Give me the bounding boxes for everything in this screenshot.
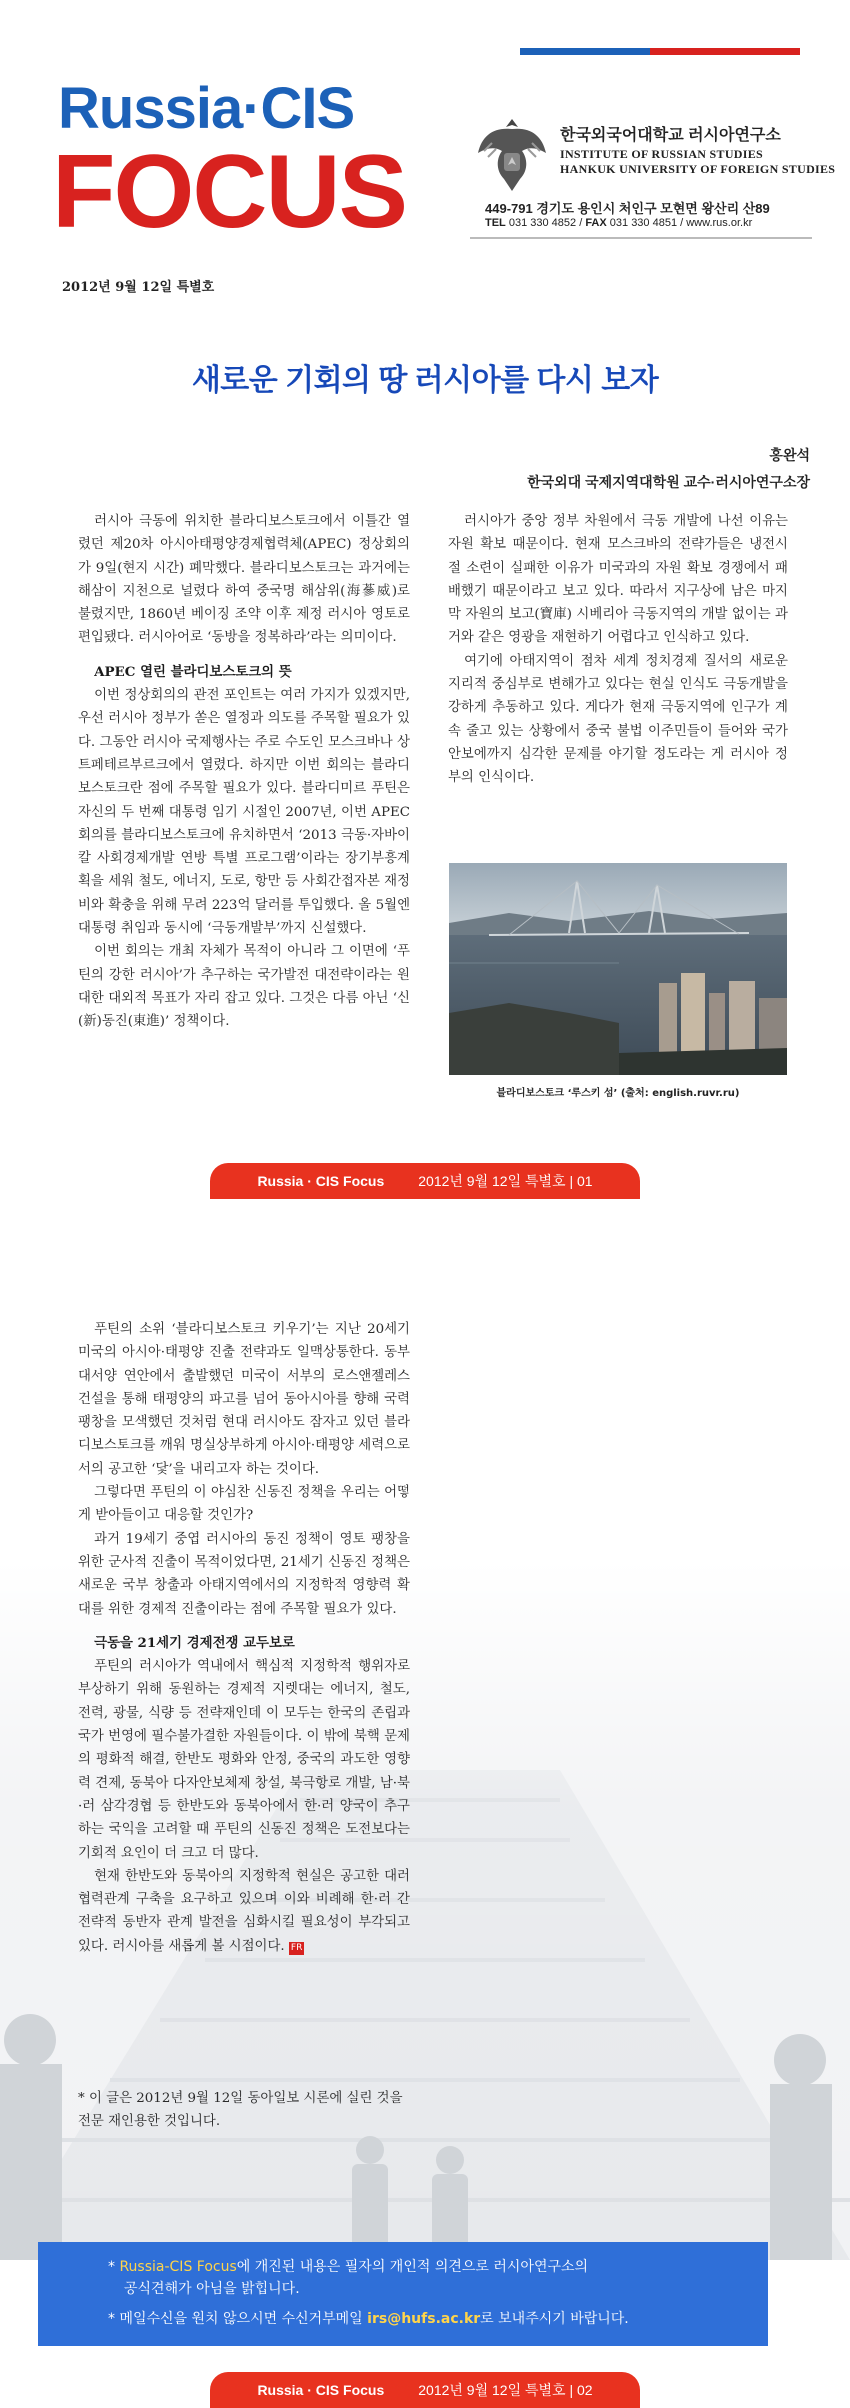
issue-date: 2012년 9월 12일 특별호 <box>62 280 215 295</box>
unsubscribe-suffix: 로 보내주시기 바랍니다. <box>480 2311 629 2327</box>
contact-info <box>485 217 752 229</box>
header-stripe-blue <box>520 48 650 55</box>
photo-caption: 블라디보스토크 ‘루스키 섬’ (출처: english.ruvr.ru) <box>496 1088 740 1099</box>
fax-and-website: 031 330 4851 / www.rus.or.kr <box>609 217 753 229</box>
paragraph: 이번 회의는 개최 자체가 목적이 아니라 그 이면에 ‘푸틴의 강한 러시아’가 추구하는 국가발전 대전략이라는 원대한 대외적 목표가 자리 잡고 있다. 그것은 다름 아닌 ‘신(新)동진(東進)’ 정책이다. <box>78 944 410 1030</box>
paragraph: 러시아 극동에 위치한 블라디보스토크에서 이틀간 열렸던 제20차 아시아태평양경제협력체(APEC) 정상회의가 9일(현지 시간) 폐막했다. 블라디보스토크는 과거에는 해삼이 지천으로 널렸다 하여 중국명 해삼위(海蔘威)로 불렸지만, 1860년 베이징 조약 이후 제정 러시아 영토로 편입됐다. 러시아어로 ‘동방을 정복하라’라는 의미이다. <box>78 514 410 646</box>
institute-address: 449-791 경기도 용인시 처인구 모현면 왕산리 산89 <box>485 201 770 216</box>
unsubscribe-text: * 메일수신을 원치 않으시면 수신거부메일 <box>108 2311 368 2327</box>
section-heading: APEC 열린 블라디보스토크의 뜻 <box>94 663 292 680</box>
brand-highlight: Russia-CIS Focus <box>119 2259 237 2275</box>
bullet: * <box>108 2259 120 2275</box>
paragraph: 과거 19세기 중엽 러시아의 동진 정책이 영토 팽창을 위한 군사적 진출이 목적이었다면, 21세기 신동진 정책은 새로운 국부 창출과 아태지역에서의 지정학적 영향력 확대를 위한 경제적 진출이라는 점에 주목할 필요가 있다. <box>78 1531 410 1617</box>
page-footer-bar-2 <box>210 2372 640 2408</box>
author-affiliation: 한국외대 국제지역대학원 교수·러시아연구소장 <box>527 474 810 490</box>
russky-island-bridge-photo <box>449 863 787 1075</box>
footer-issue-page: 2012년 9월 12일 특별호 | 01 <box>418 1173 593 1189</box>
tel-label: TEL <box>485 217 506 229</box>
header-divider <box>470 237 812 239</box>
paragraph-text: 현재 한반도와 동북아의 지정학적 현실은 공고한 대러 협력관계 구축을 요구하고 있으며 이와 비례해 한·러 간 전략적 동반자 관계 발전을 심화시킬 필요성이 부각되고 있다. 러시아를 새롭게 볼 시점이다. <box>78 1868 410 1954</box>
university-name-en: HANKUK UNIVERSITY OF FOREIGN STUDIES <box>560 162 836 176</box>
unsubscribe-email-link[interactable]: irs@hufs.ac.kr <box>367 2311 481 2327</box>
section-heading: 극동을 21세기 경제전쟁 교두보로 <box>94 1634 295 1651</box>
disclaimer-text: 에 개진된 내용은 필자의 개인적 의견으로 러시아연구소의 <box>236 2259 589 2275</box>
article-title: 새로운 기회의 땅 러시아를 다시 보자 <box>191 364 659 397</box>
tel-number: 031 330 4852 / <box>508 217 583 229</box>
eagle-emblem-icon <box>474 113 550 195</box>
paragraph: 이번 정상회의의 관전 포인트는 여러 가지가 있겠지만, 우선 러시아 정부가 쏟은 열정과 의도를 주목할 필요가 있다. 그동안 러시아 국제행사는 주로 수도인 모스크바나 상트페테르부르크에서 열렸다. 하지만 이번 회의는 블라디보스토크란 점에 주목할 필요가 있다. 블라디미르 푸틴은 자신의 두 번째 대통령 임기 시절인 2007년, 이번 APEC 회의를 블라디보스토크에 유치하면서 ‘2013 극동·자바이칼 사회경제개발 연방 특별 프로그램’이라는 장기부흥계획을 세워 철도, 에너지, 도로, 항만 등 사회간접자본 재정비와 확충을 위해 무려 223억 달러를 투입했다. 올 5월엔 대통령 취임과 동시에 ‘극동개발부’까지 신설했다. <box>78 688 410 937</box>
reprint-note: * 이 글은 2012년 9월 12일 동아일보 시론에 실린 것을 전문 재인용한 것입니다. <box>78 2091 403 2130</box>
paragraph: 푸틴의 소위 ‘블라디보스토크 키우기’는 지난 20세기 미국의 아시아·태평양 진출 전략과도 일맥상통한다. 동부 대서양 연안에서 출발했던 미국이 서부의 로스앤젤레스 건설을 통해 태평양의 파고를 넘어 동아시아를 향해 국력 팽창을 모색했던 것처럼 현대 러시아도 잠자고 있던 블라디보스토크를 깨워 명실상부하게 아시아·태평양 세력으로서의 공고한 ‘닻’을 내리고자 하는 것이다. <box>78 1322 410 1477</box>
institute-name-en: INSTITUTE OF RUSSIAN STUDIES <box>560 147 764 161</box>
paragraph: 러시아가 중앙 정부 차원에서 극동 개발에 나선 이유는 자원 확보 때문이다. 현재 모스크바의 전략가들은 냉전시절 소련이 실패한 이유가 미국과의 자원 확보 경쟁에서 패배했기 때문이라고 보고 있다. 따라서 지구상에 남은 마지막 자원의 보고(寶庫) 시베리아 극동지역의 개발 없이는 과거와 같은 영광을 재현하기 어렵다고 인식하고 있다. <box>448 514 788 646</box>
disclaimer-box <box>38 2242 768 2346</box>
author-name: 홍완석 <box>769 447 810 463</box>
paragraph: 여기에 아태지역이 점차 세계 정치경제 질서의 새로운 지리적 중심부로 변해가고 있다는 현실 인식도 극동개발을 강하게 추동하고 있다. 게다가 현재 극동지역에 인구가 계속 줄고 있는 상황에서 중국 불법 이주민들이 들어와 국가 안보에까지 심각한 문제를 야기할 정도라는 게 러시아 정부의 인식이다. <box>448 653 788 786</box>
end-mark-icon: FR <box>290 1942 303 1953</box>
footer-brand: Russia · CIS Focus <box>257 2382 385 2398</box>
logo-russia-cis: Russia·CIS <box>58 76 355 141</box>
page1-right-column <box>448 510 788 790</box>
header-stripe-red <box>650 48 800 55</box>
disclaimer-line <box>108 2256 588 2278</box>
page-footer-bar <box>210 1163 640 1199</box>
unsubscribe-line <box>108 2308 629 2330</box>
page1-left-column <box>78 510 410 1034</box>
footer-brand: Russia · CIS Focus <box>257 1173 385 1189</box>
logo-focus: FOCUS <box>52 134 406 250</box>
paragraph: 그렇다면 푸틴의 이 야심찬 신동진 정책을 우리는 어떻게 받아들이고 대응할 것인가? <box>78 1485 410 1524</box>
fax-label: FAX <box>585 217 607 229</box>
footer-issue-page: 2012년 9월 12일 특별호 | 02 <box>418 2382 593 2398</box>
paragraph: 푸틴의 러시아가 역내에서 핵심적 지정학적 행위자로 부상하기 위해 동원하는 경제적 지렛대는 에너지, 철도, 전력, 광물, 식량 등 전략재인데 이 모두는 한국의 존립과 국가 번영에 필수불가결한 자원들이다. 이 밖에 북핵 문제의 평화적 해결, 한반도 평화와 안정, 중국의 과도한 영향력 견제, 동북아 다자안보체제 창설, 북극항로 개발, 남·북·러 삼각경협 등 한반도와 동북아에서 한·러 양국이 추구하는 국익을 고려할 때 푸틴의 신동진 정책은 도전보다는 기회적 요인이 더 크고 더 많다. <box>78 1659 410 1861</box>
disclaimer-line-2: 공식견해가 아님을 밝힙니다. <box>124 2281 300 2297</box>
page2-column <box>78 1318 410 1958</box>
institute-name-ko: 한국외국어대학교 러시아연구소 <box>560 127 781 144</box>
paragraph <box>78 1865 410 1958</box>
